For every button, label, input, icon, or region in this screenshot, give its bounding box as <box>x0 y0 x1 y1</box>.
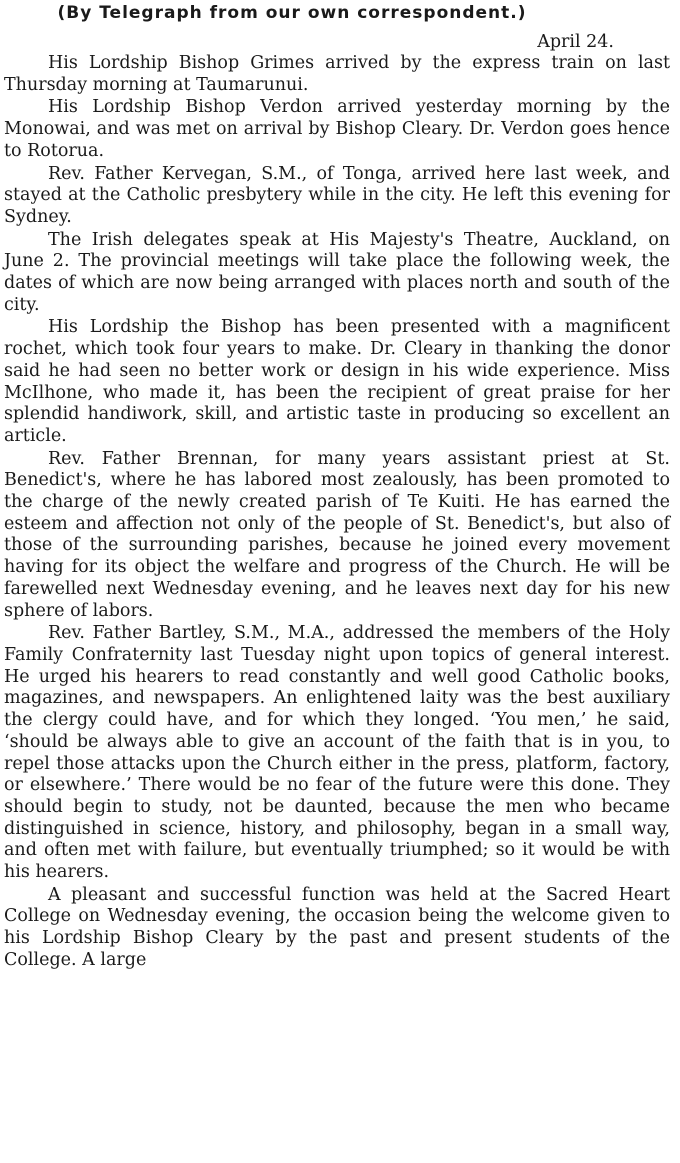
dateline: April 24. <box>537 32 614 52</box>
paragraph-father-brennan: Rev. Father Brennan, for many years assistant priest at St. Benedict's, where he has labored most zealously, has been promoted to the charge of the newly created parish of Te Kuiti. He has earned the esteem and affection not only of the people of St. Benedict's, but also of those of the surrounding parishes, because he joined every movement having for its object the welfare and progress of the Church. He will be farewelled next Wednesday evening, and he leaves next day for his new sphere of labors. <box>4 448 670 621</box>
paragraph-rochet: His Lordship the Bishop has been presented with a magnificent rochet, which took four years to make. Dr. Cleary in thanking the donor said he had seen no better work or design in his wide experience. Miss McIlhone, who made it, has been the recipient of great praise for her splendid handiwork, skill, and artistic taste in producing so excellent an article. <box>4 317 670 446</box>
article-heading: (By Telegraph from our own correspondent.) <box>57 3 527 23</box>
paragraph-sacred-heart-college: A pleasant and successful function was held at the Sacred Heart College on Wednesday evening, the occasion being the welcome given to his Lordship Bishop Cleary by the past and present students of the College. A large <box>4 884 670 970</box>
paragraph-father-bartley: Rev. Father Bartley, S.M., M.A., addressed the members of the Holy Family Confraternity last Tuesday night upon topics of general interest. He urged his hearers to read constantly and well good Catholic books, magazines, and newspapers. An enlightened laity was the best auxiliary the clergy could have, and for which they longed. ‘You men,’ he said, ‘should be always able to give an account of the faith that is in you, to repel those attacks upon the Church either in the press, platform, factory, or elsewhere.’ There would be no fear of the future were this done. They should begin to study, not be daunted, because the men who became distinguished in science, history, and philosophy, began in a small way, and often met with failure, but eventually triumphed; so it would be with his hearers. <box>4 623 670 883</box>
paragraph-father-kervegan: Rev. Father Kervegan, S.M., of Tonga, arrived here last week, and stayed at the Catholic presbytery while in the city. He left this evening for Sydney. <box>4 163 670 227</box>
paragraph-bishop-verdon: His Lordship Bishop Verdon arrived yesterday morning by the Monowai, and was met on arrival by Bishop Cleary. Dr. Verdon goes hence to Rotorua. <box>4 97 670 161</box>
paragraph-irish-delegates: The Irish delegates speak at His Majesty's Theatre, Auckland, on June 2. The provincial meetings will take place the following week, the dates of which are now being arranged with places north and south of the city. <box>4 229 670 315</box>
paragraph-bishop-grimes: His Lordship Bishop Grimes arrived by the express train on last Thursday morning at Taumarunui. <box>4 53 670 95</box>
